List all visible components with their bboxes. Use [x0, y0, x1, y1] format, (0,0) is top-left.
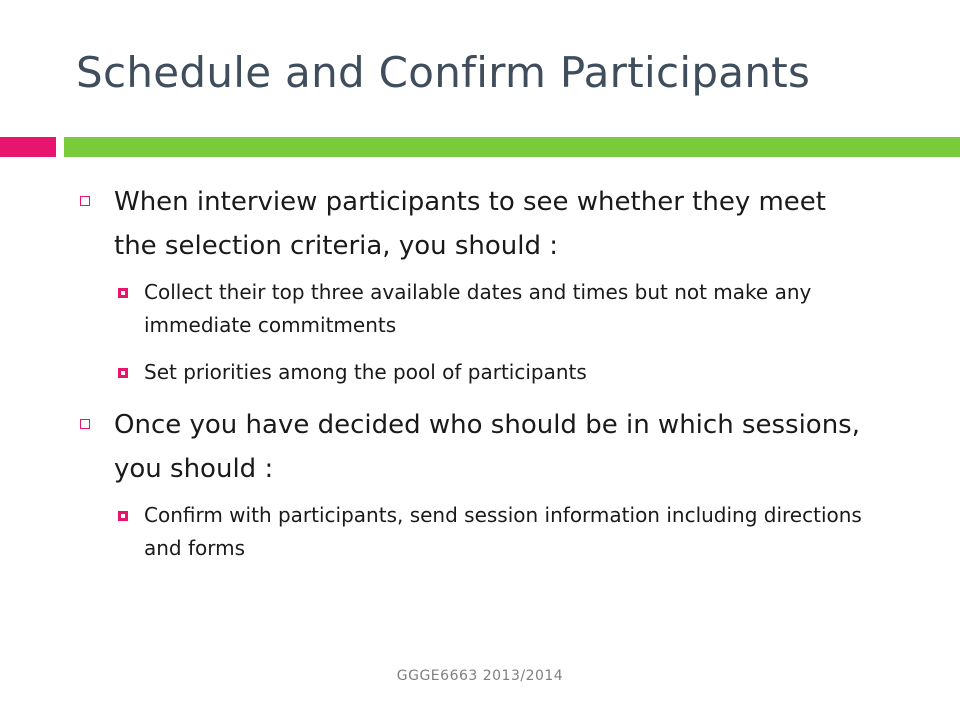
- accent-bar-pink: [0, 137, 56, 157]
- sub-bullet-list: [76, 499, 876, 565]
- filled-square-bullet-icon: [118, 288, 128, 298]
- slide-title: Schedule and Confirm Participants: [76, 48, 811, 97]
- hollow-square-bullet-icon: [80, 196, 90, 206]
- sub-bullet-item: [116, 499, 876, 565]
- sub-bullet-text: Collect their top three available dates and times but not make any immediate commitments: [144, 280, 812, 337]
- filled-square-bullet-icon: [118, 511, 128, 521]
- slide-footer: GGGE6663 2013/2014: [396, 668, 564, 684]
- filled-square-bullet-icon: [118, 368, 128, 378]
- hollow-square-bullet-icon: [80, 419, 90, 429]
- bullet-item: [76, 180, 876, 268]
- bullet-text: Once you have decided who should be in which sessions, you should :: [114, 410, 860, 484]
- sub-bullet-item: [116, 276, 876, 342]
- slide-content: [76, 180, 876, 579]
- sub-bullet-text: Confirm with participants, send session information including directions and forms: [144, 503, 862, 560]
- sub-bullet-list: [76, 276, 876, 389]
- accent-bar-green: [64, 137, 960, 157]
- bullet-item: [76, 403, 876, 491]
- bullet-text: When interview participants to see whether they meet the selection criteria, you should :: [114, 187, 826, 261]
- sub-bullet-item: [116, 356, 876, 389]
- sub-bullet-text: Set priorities among the pool of participants: [144, 360, 587, 384]
